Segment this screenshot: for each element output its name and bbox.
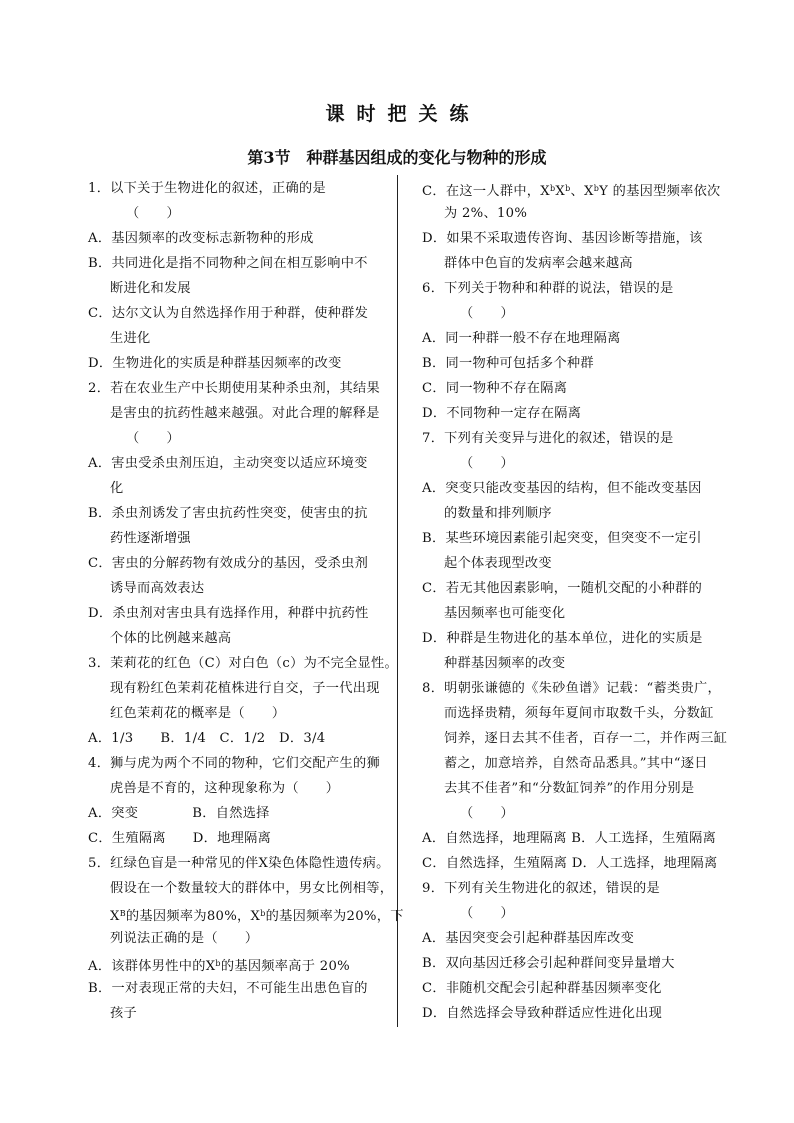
q5-stem: 5．红绿色盲是一种常见的伴X染色体隐性遗传病。 xyxy=(88,856,390,871)
q2-option-d-cont: 个体的比例越来越高 xyxy=(110,631,232,646)
q8-answer-blank: （ ） xyxy=(460,806,514,821)
q9-option-d: D．自然选择会导致种群适应性进化出现 xyxy=(422,1006,663,1021)
q5-stem-cont-2: $X^B$的基因频率为80%，$X^b$的基因频率为20%，下 xyxy=(110,909,404,924)
q7-option-c-cont: 基因频率也可能变化 xyxy=(444,606,566,621)
q4-stem-cont: 虎兽是不育的，这种现象称为（ ） xyxy=(110,781,340,796)
q3-stem: 3．茉莉花的红色（C）对白色（c）为不完全显性。 xyxy=(88,656,399,671)
q5-stem-cont-3: 列说法正确的是（ ） xyxy=(110,931,259,946)
q5-option-d-cont: 群体中色盲的发病率会越来越高 xyxy=(444,256,633,271)
q5-option-b-cont: 孩子 xyxy=(110,1006,137,1021)
q9-option-c: C．非随机交配会引起种群基因频率变化 xyxy=(422,981,662,996)
q2-stem: 2．若在农业生产中长期使用某种杀虫剂，其结果 xyxy=(88,381,380,396)
section-subtitle: 第3节 种群基因组成的变化与物种的形成 xyxy=(247,148,547,167)
q7-answer-blank: （ ） xyxy=(460,456,514,471)
q2-option-d: D．杀虫剂对害虫具有选择作用，种群中抗药性 xyxy=(88,606,369,621)
q7-option-a-cont: 的数量和排列顺序 xyxy=(444,506,552,521)
q2-option-b-cont: 药性逐渐增强 xyxy=(110,531,191,546)
q8-options-cd: C．自然选择，生殖隔离 D．人工选择，地理隔离 xyxy=(422,856,718,871)
q5-option-c: C．在这一人群中，$X^bX^b$、$X^bY$ 的基因型频率依次 xyxy=(422,184,721,199)
q4-stem: 4．狮与虎为两个不同的物种，它们交配产生的狮 xyxy=(88,756,380,771)
q2-option-c: C．害虫的分解药物有效成分的基因，受杀虫剂 xyxy=(88,556,369,571)
q7-option-d: D．种群是生物进化的基本单位，进化的实质是 xyxy=(422,631,703,646)
q6-option-a: A．同一种群一般不存在地理隔离 xyxy=(422,331,621,346)
q6-option-c: C．同一物种不存在隔离 xyxy=(422,381,568,396)
q7-option-b: B．某些环境因素能引起突变，但突变不一定引 xyxy=(422,531,702,546)
q1-option-c-cont: 生进化 xyxy=(110,331,151,346)
q1-option-b: B．共同进化是指不同物种之间在相互影响中不 xyxy=(88,256,368,271)
q6-option-b: B．同一物种可包括多个种群 xyxy=(422,356,594,371)
q3-stem-cont-2: 红色茉莉花的概率是（ ） xyxy=(110,706,286,721)
q9-option-a: A．基因突变会引起种群基因库改变 xyxy=(422,931,635,946)
q4-options-cd: C．生殖隔离 D．地理隔离 xyxy=(88,831,272,846)
q5-option-c-cont: 为 2%、10% xyxy=(444,206,528,221)
q8-stem-cont-2: 饲养，逐日去其不佳者，百存一二，并作两三缸 xyxy=(444,731,728,746)
q2-option-b: B．杀虫剂诱发了害虫抗药性突变，使害虫的抗 xyxy=(88,506,368,521)
q1-option-c: C．达尔文认为自然选择作用于种群，使种群发 xyxy=(88,306,369,321)
q8-stem-cont-4: 去其不佳者”和“分数缸饲养”的作用分别是 xyxy=(444,781,695,796)
q9-stem: 9．下列有关生物进化的叙述，错误的是 xyxy=(422,881,660,896)
q1-option-b-cont: 断进化和发展 xyxy=(110,281,191,296)
q7-stem: 7．下列有关变异与进化的叙述，错误的是 xyxy=(422,431,674,446)
q2-stem-cont: 是害虫的抗药性越来越强。对此合理的解释是 xyxy=(110,406,380,421)
q6-stem: 6．下列关于物种和种群的说法，错误的是 xyxy=(422,281,674,296)
q3-stem-cont: 现有粉红色茉莉花植株进行自交，子一代出现 xyxy=(110,681,380,696)
q4-options-ab: A．突变 B．自然选择 xyxy=(88,806,270,821)
q7-option-b-cont: 起个体表现型改变 xyxy=(444,556,552,571)
q7-option-d-cont: 种群基因频率的改变 xyxy=(444,656,566,671)
q9-answer-blank: （ ） xyxy=(460,906,514,921)
column-divider xyxy=(397,175,398,1027)
q1-stem: 1．以下关于生物进化的叙述，正确的是 xyxy=(88,181,326,196)
q3-options: A．1/3 B．1/4 C．1/2 D．3/4 xyxy=(88,731,326,746)
q5-stem-cont: 假设在一个数量较大的群体中，男女比例相等， xyxy=(110,881,394,896)
q2-option-c-cont: 诱导而高效表达 xyxy=(110,581,205,596)
q6-answer-blank: （ ） xyxy=(460,306,514,321)
q7-option-c: C．若无其他因素影响，一随机交配的小种群的 xyxy=(422,581,703,596)
q5-option-b: B．一对表现正常的夫妇，不可能生出患色盲的 xyxy=(88,981,368,996)
q2-option-a-cont: 化 xyxy=(110,481,124,496)
q8-stem: 8．明朝张谦德的《朱砂鱼谱》记载：“蓄类贵广， xyxy=(422,681,721,696)
q8-stem-cont-3: 蓄之，加意培养，自然奇品悉具。”其中“逐日 xyxy=(444,756,708,771)
q8-stem-cont: 而选择贵精，须每年夏间市取数千头，分数缸 xyxy=(444,706,714,721)
q5-option-d: D．如果不采取遗传咨询、基因诊断等措施，该 xyxy=(422,231,703,246)
q1-option-d: D．生物进化的实质是种群基因频率的改变 xyxy=(88,356,342,371)
q5-option-a: A．该群体男性中的$X^b$的基因频率高于 20% xyxy=(88,959,350,974)
page-title: 课时把关练 xyxy=(325,103,481,125)
q7-option-a: A．突变只能改变基因的结构，但不能改变基因 xyxy=(422,481,702,496)
q8-options-ab: A．自然选择，地理隔离 B．人工选择，生殖隔离 xyxy=(422,831,717,846)
q6-option-d: D．不同物种一定存在隔离 xyxy=(422,406,582,421)
q9-option-b: B．双向基因迁移会引起种群间变异量增大 xyxy=(422,956,675,971)
q1-answer-blank: （ ） xyxy=(126,206,180,221)
q2-answer-blank: （ ） xyxy=(126,431,180,446)
q2-option-a: A．害虫受杀虫剂压迫，主动突变以适应环境变 xyxy=(88,456,368,471)
q1-option-a: A．基因频率的改变标志新物种的形成 xyxy=(88,231,314,246)
